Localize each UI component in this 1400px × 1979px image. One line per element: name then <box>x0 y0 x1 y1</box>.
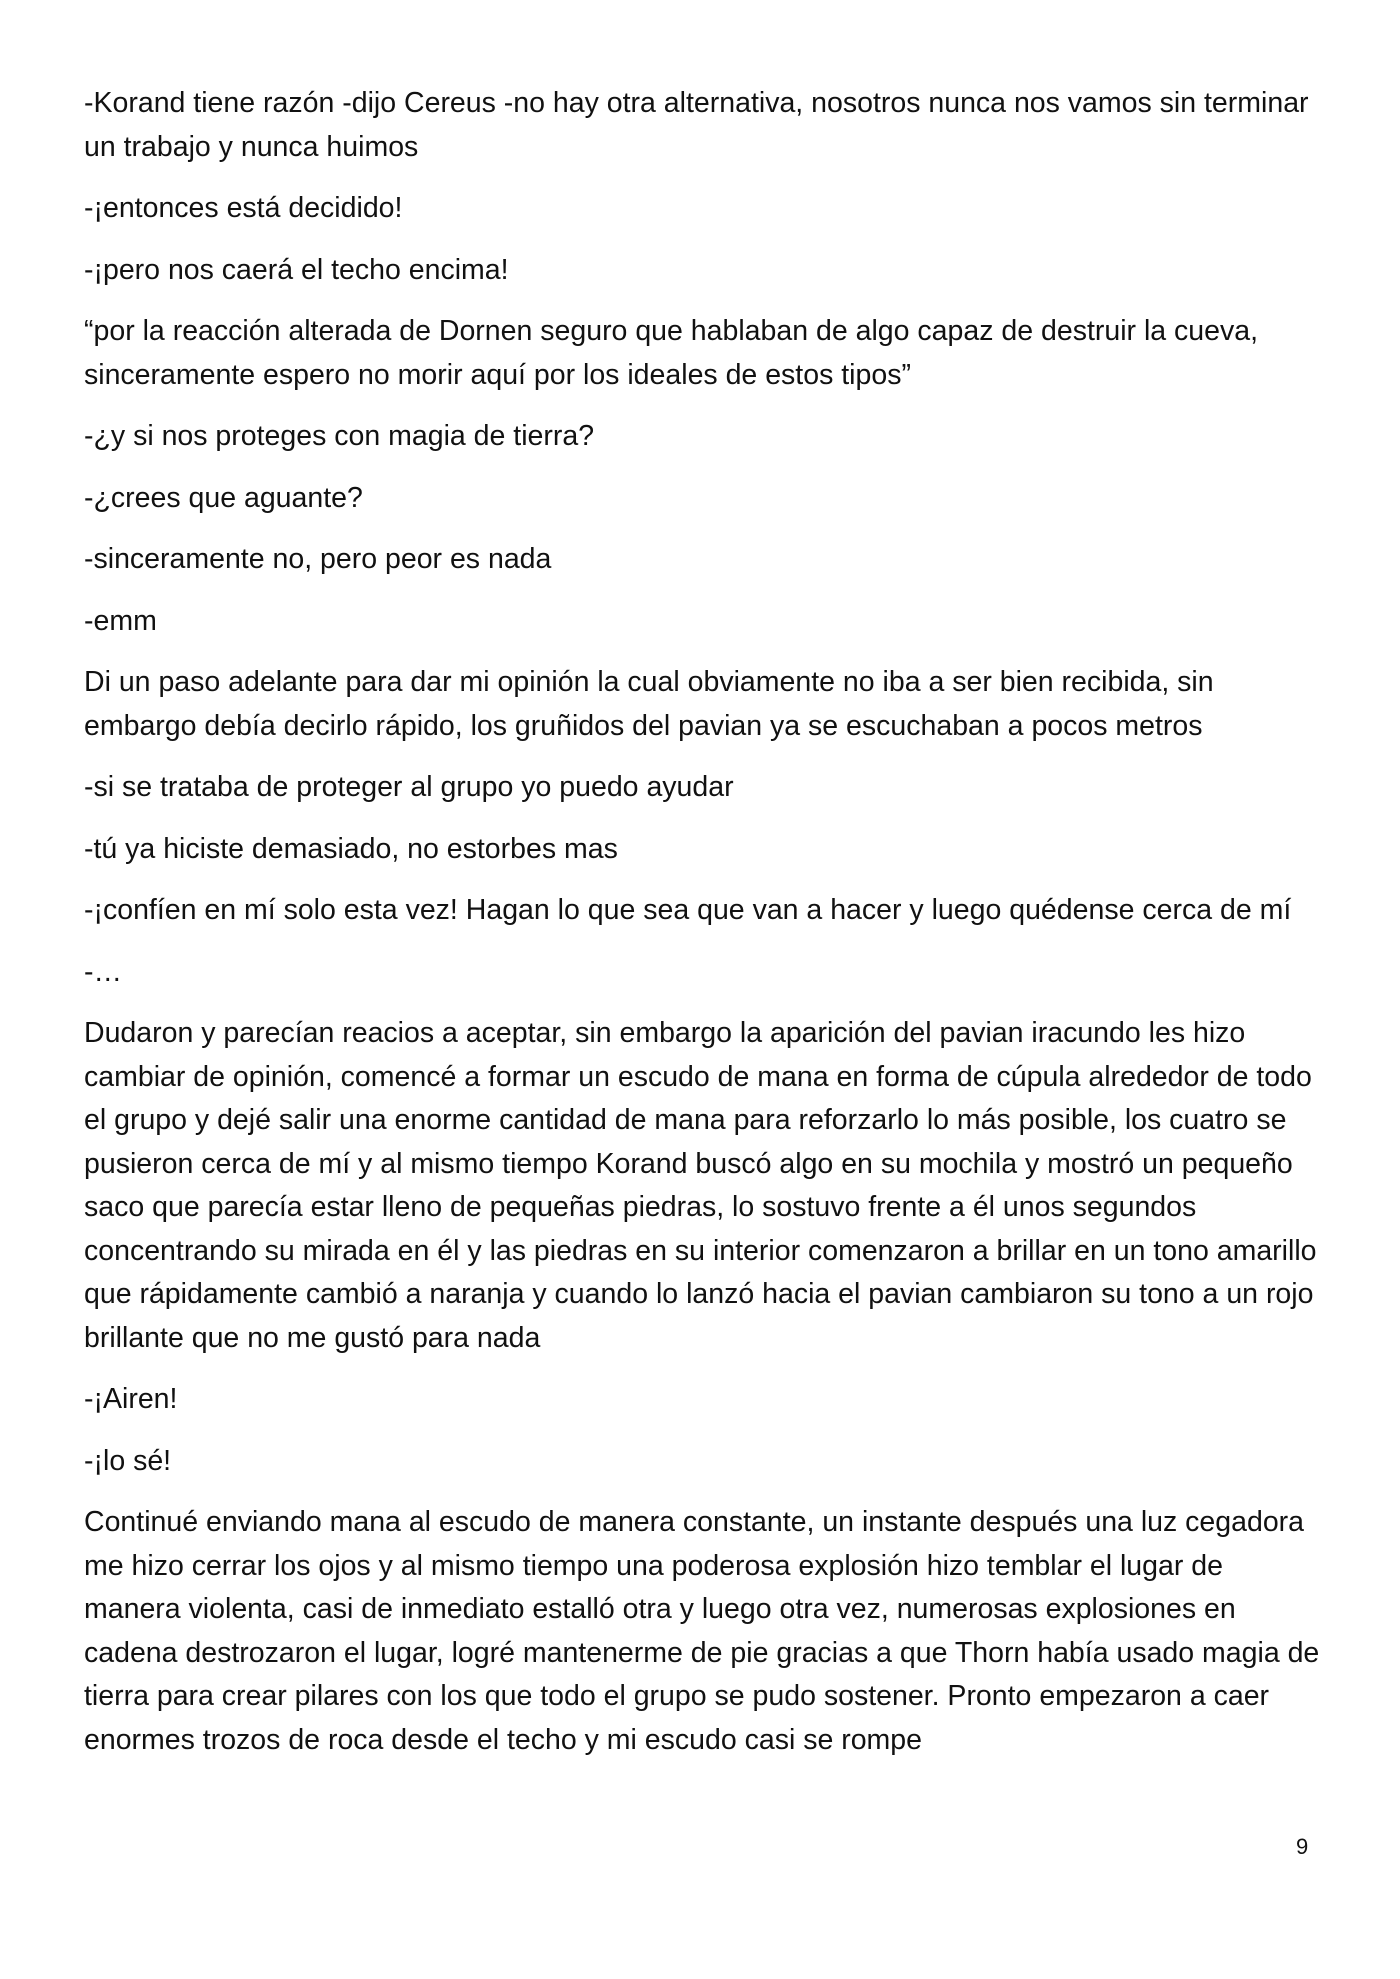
document-page <box>84 82 1320 1780</box>
dialogue-line: -… <box>84 955 122 988</box>
dialogue-line: -sinceramente no, pero peor es nada <box>84 543 552 575</box>
dialogue-line: -¡Airen! <box>84 1383 178 1415</box>
dialogue-line: -si se trataba de proteger al grupo yo puedo ayudar <box>84 771 734 803</box>
narrative-paragraph: Continué enviando mana al escudo de manera constante, un instante después una luz cegadora me hizo cerrar los ojos y al mismo tiempo una poderosa explosión hizo temblar el lugar de manera violenta, casi de inmediato estalló otra y luego otra vez, numerosas explosiones en cadena destrozaron el lugar, logré mantenerme de pie gracias a que Thorn había usado magia de tierra para crear pilares con los que todo el grupo se pudo sostener. Pronto empezaron a caer enormes trozos de roca desde el techo y mi escudo casi se rompe <box>84 1506 1320 1756</box>
dialogue-line: -emm <box>84 604 157 637</box>
dialogue-line: -¡confíen en mí solo esta vez! Hagan lo que sea que van a hacer y luego quédense cerca de mí <box>84 894 1292 926</box>
narrative-paragraph: Dudaron y parecían reacios a aceptar, sin embargo la aparición del pavian iracundo les hizo cambiar de opinión, comencé a formar un escudo de mana en forma de cúpula alrededor de todo el grupo y dejé salir una enorme cantidad de mana para reforzarlo lo más posible, los cuatro se pusieron cerca de mí y al mismo tiempo Korand buscó algo en su mochila y mostró un pequeño saco que parecía estar lleno de pequeñas piedras, lo sostuvo frente a él unos segundos concentrando su mirada en él y las piedras en su interior comenzaron a brillar en un tono amarillo que rápidamente cambió a naranja y cuando lo lanzó hacia el pavian cambiaron su tono a un rojo brillante que no me gustó para nada <box>84 1017 1317 1354</box>
dialogue-line: -¡entonces está decidido! <box>84 192 403 224</box>
dialogue-line: -tú ya hiciste demasiado, no estorbes mas <box>84 832 618 865</box>
dialogue-line: -Korand tiene razón -dijo Cereus -no hay otra alternativa, nosotros nunca nos vamos sin terminar un trabajo y nunca huimos <box>84 87 1309 163</box>
inner-thought-paragraph: “por la reacción alterada de Dornen seguro que hablaban de algo capaz de destruir la cueva, sinceramente espero no morir aquí por los ideales de estos tipos” <box>84 315 1259 391</box>
dialogue-line: -¿crees que aguante? <box>84 481 363 514</box>
narrative-paragraph: Di un paso adelante para dar mi opinión la cual obviamente no iba a ser bien recibida, sin embargo debía decirlo rápido, los gruñidos del pavian ya se escuchaban a pocos metros <box>84 666 1214 742</box>
page-number: 9 <box>1296 1834 1309 1859</box>
dialogue-line: -¿y si nos proteges con magia de tierra? <box>84 420 595 452</box>
dialogue-line: -¡lo sé! <box>84 1444 172 1477</box>
dialogue-line: -¡pero nos caerá el techo encima! <box>84 253 509 286</box>
